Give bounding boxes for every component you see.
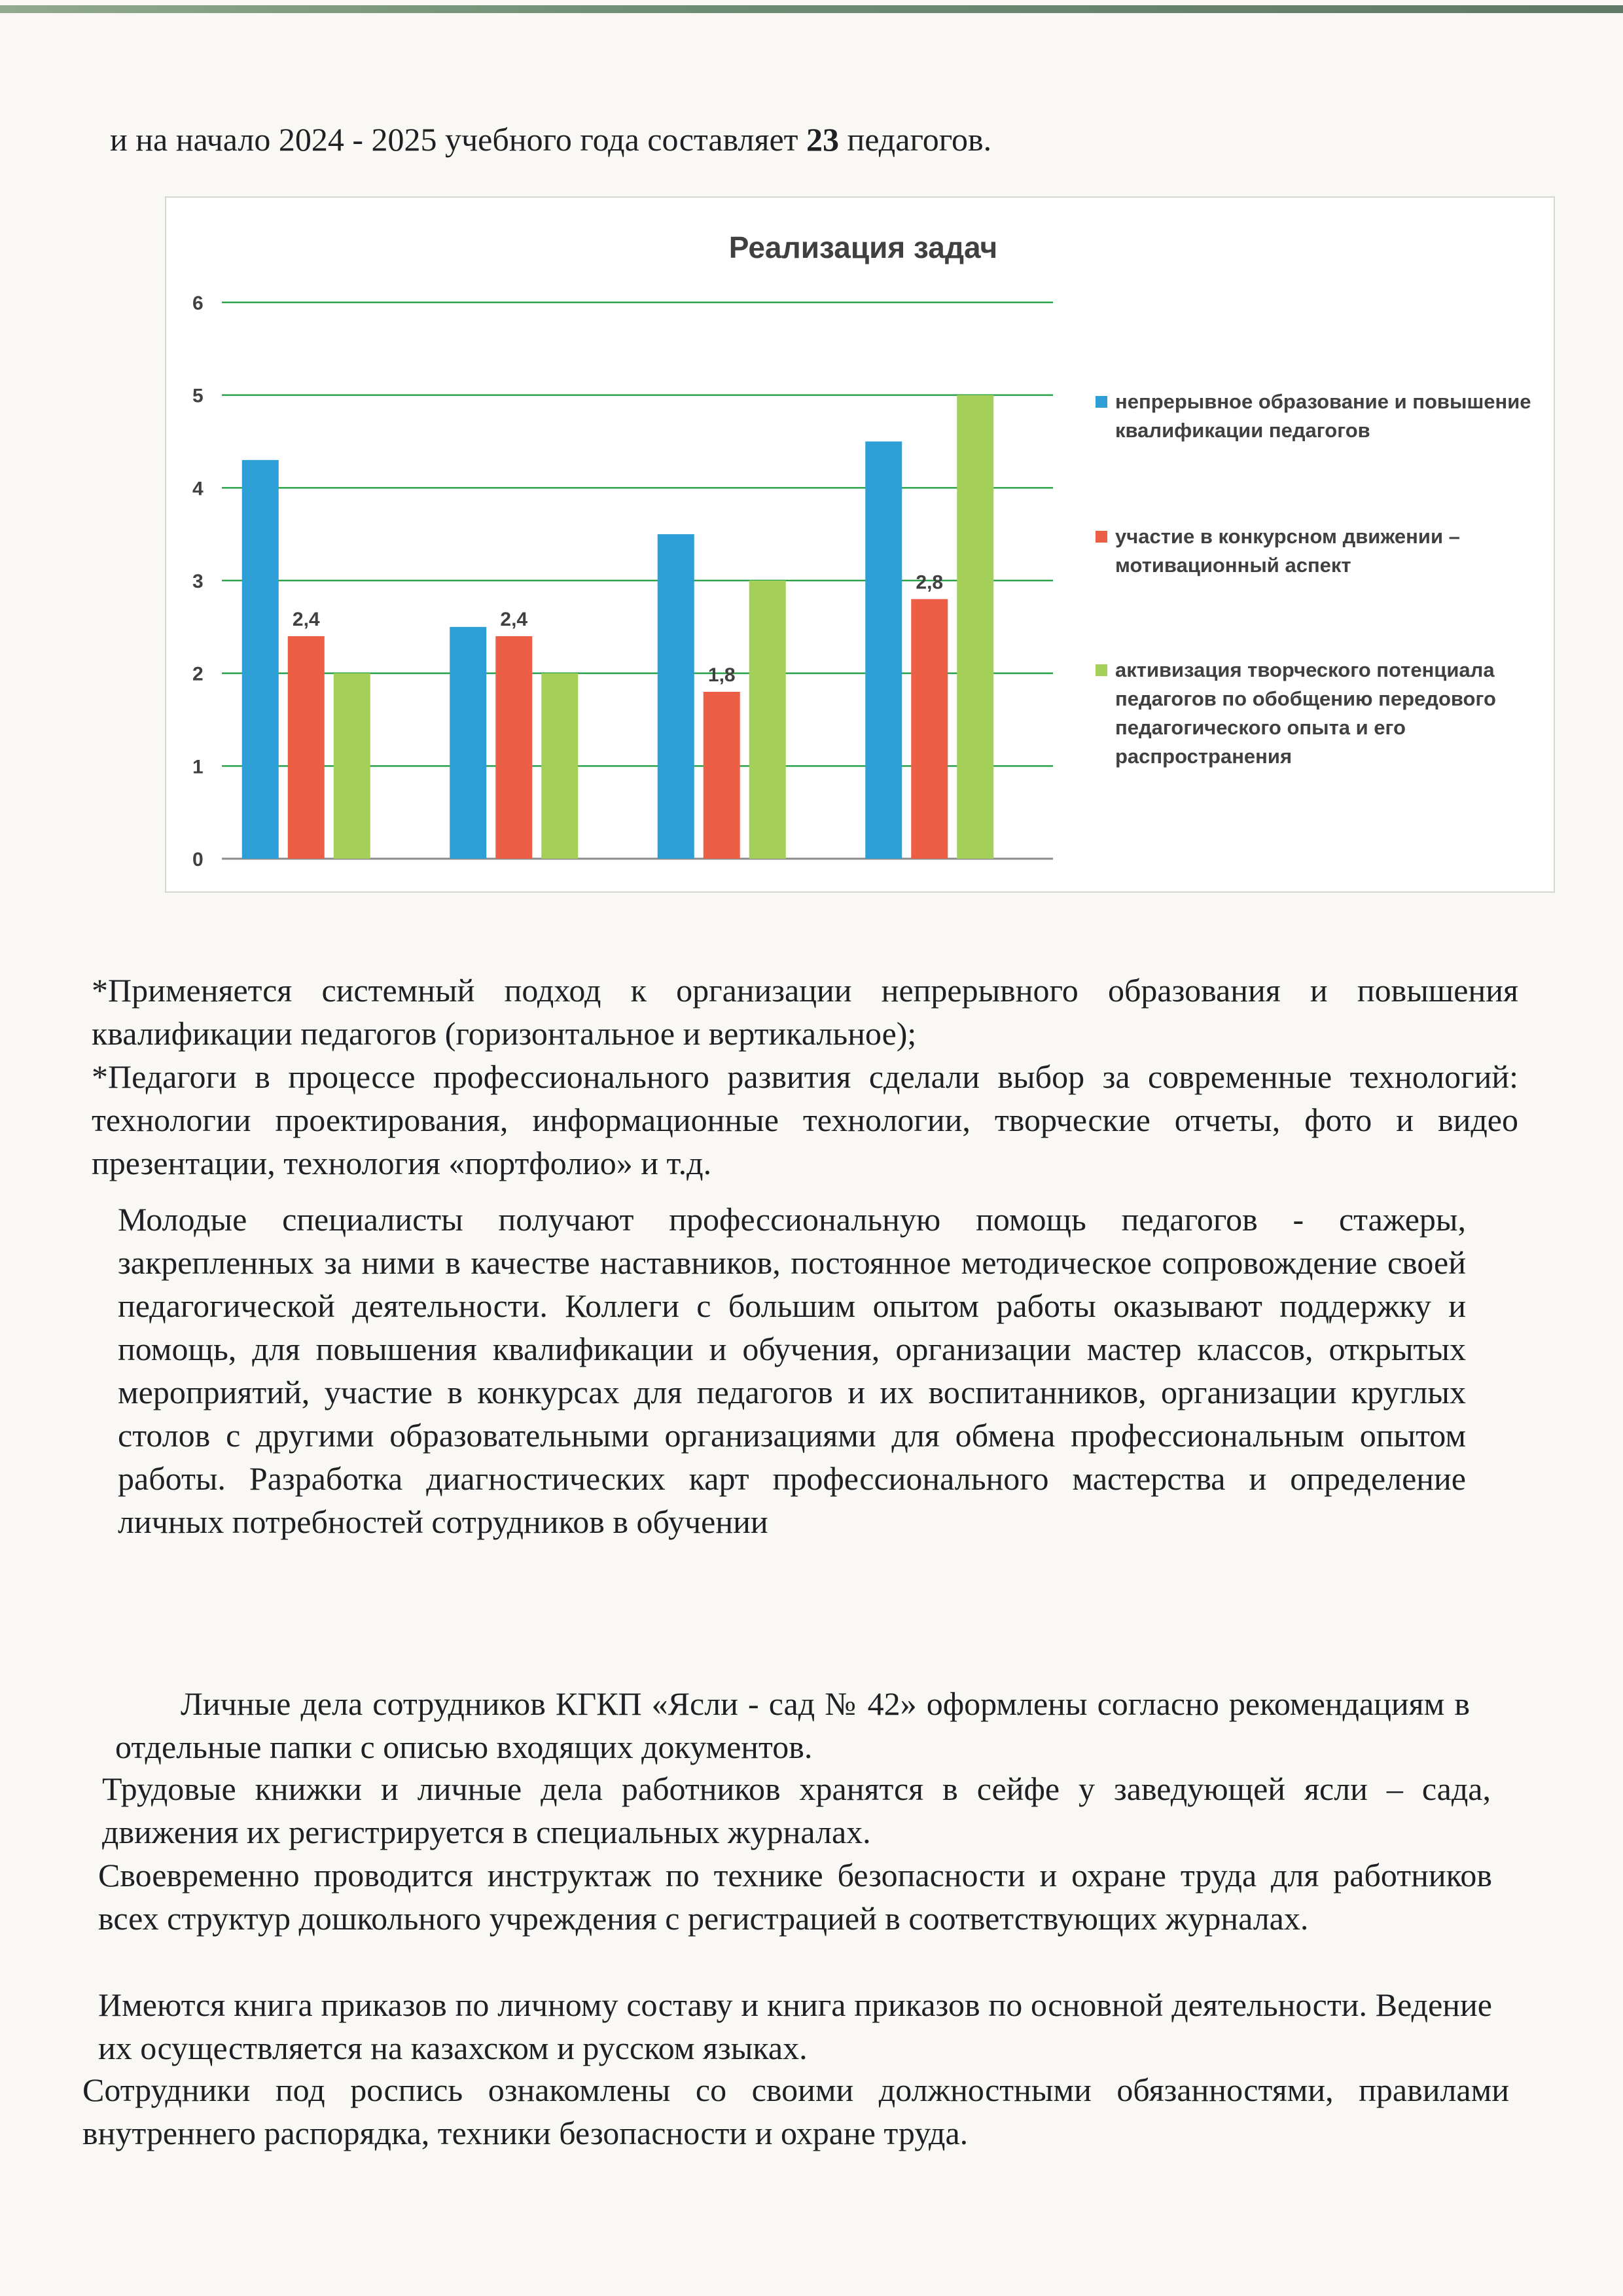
intro-text-before: и на начало 2024 - 2025 учебного года составляет (110, 121, 807, 158)
bar-series-3-group-2 (541, 673, 578, 859)
paragraph-personal-files: Личные дела сотрудников КГКП «Ясли - сад № 42» оформлены согласно рекомендациям в отдельные папки с описью входящих документов. (115, 1685, 1470, 1765)
paragraph-job-duties: Сотрудники под роспись ознакомлены со своими должностными обязанностями, правилами внутреннего распорядка, техники безопасности и охране труда. (82, 2072, 1509, 2151)
paragraph-employment-records: Трудовые книжки и личные дела работников хранятся в сейфе у заведующей ясли – сада, движения их регистрируется в специальных журналах. (102, 1770, 1491, 1850)
intro-text-after: педагогов. (839, 121, 992, 158)
chart-bars (242, 395, 994, 859)
paragraph-approach: *Применяется системный подход к организации непрерывного образования и повышения квалификации педагогов (горизонтальное и вертикальное); *Педагоги в процессе профессионального развития сделали выбор за современные технологий: технологии проектирования, информационные технологии, творческие отчеты, фото и видео презентации, технология «портфолио» и т.д. (92, 972, 1518, 1181)
chart-y-ticks (192, 293, 204, 870)
bar-series-3-group-3 (749, 581, 786, 859)
legend-label-2: участие в конкурсном движении – мотивационный аспект (1115, 525, 1460, 577)
y-tick-label: 4 (192, 478, 204, 500)
bar-series-1-group-3 (658, 534, 694, 859)
y-tick-label: 5 (192, 385, 204, 407)
data-label: 1,8 (707, 664, 736, 686)
bar-series-2-group-3 (704, 692, 740, 859)
y-tick-label: 6 (192, 293, 204, 314)
legend-swatch-1 (1096, 396, 1107, 408)
paragraph-order-books: Имеются книга приказов по личному составу и книга приказов по основной деятельности. Ведение их осуществляется на казахском и русском языках. (98, 1986, 1492, 2066)
paragraph-young-specialists: Молодые специалисты получают профессиональную помощь педагогов - стажеры, закрепленных за ними в качестве наставников, постоянное методическое сопровождение своей педагогической деятельности. Коллеги с большим опытом работы оказывают поддержку и помощь, для повышения квалификации и обучения, организации мастер классов, открытых мероприятий, участие в конкурсах для педагогов и их воспитанников, организации круглых столов с другими образовательными организациями для обмена профессиональным опытом работы. Разработка диагностических карт профессионального мастерства и определение личных потребностей сотрудников в обучении (118, 1201, 1466, 1540)
bar-series-3-group-1 (334, 673, 370, 859)
intro-line (110, 118, 1484, 161)
legend-label-1: непрерывное образование и повышение квалификации педагогов (1115, 390, 1531, 442)
bar-series-2-group-4 (911, 599, 948, 859)
data-label: 2,4 (292, 609, 320, 630)
bar-series-1-group-4 (865, 442, 902, 859)
bar-series-1-group-2 (450, 627, 486, 859)
bar-series-3-group-4 (957, 395, 993, 859)
legend-swatch-3 (1096, 664, 1107, 676)
legend-swatch-2 (1096, 531, 1107, 543)
y-tick-label: 3 (192, 571, 204, 592)
legend-label-3: активизация творческого потенциала педагогов по обобщению передового педагогического опыта и его распространения (1115, 658, 1496, 768)
paragraph-safety-briefing: Своевременно проводится инструктаж по технике безопасности и охране труда для работников всех структур дошкольного учреждения с регистрацией в соответствующих журналах. (98, 1857, 1492, 1937)
bar-chart (165, 196, 1555, 893)
legend-item-1 (1096, 387, 1541, 445)
data-label: 2,8 (916, 571, 944, 594)
teacher-count: 23 (806, 121, 840, 158)
bar-series-2-group-1 (288, 636, 325, 859)
y-tick-label: 1 (192, 756, 204, 778)
y-tick-label: 0 (192, 849, 204, 870)
bar-series-1-group-1 (242, 460, 279, 859)
scan-top-edge-line (0, 5, 1623, 13)
chart-data-labels (293, 571, 943, 686)
bar-series-2-group-2 (495, 636, 532, 859)
y-tick-label: 2 (192, 663, 204, 685)
data-label: 2,4 (500, 609, 528, 630)
chart-title: Реализация задач (728, 230, 998, 264)
legend-item-2 (1096, 522, 1541, 580)
legend-item-3 (1096, 656, 1541, 771)
